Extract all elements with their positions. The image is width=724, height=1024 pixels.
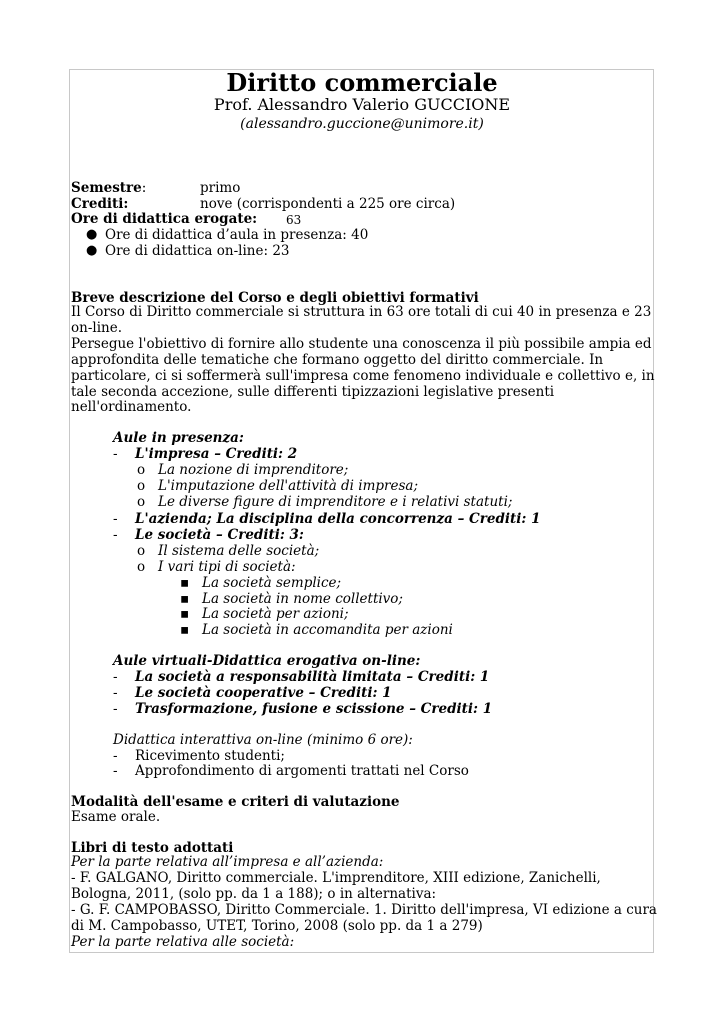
impresa-item: L'impresa – Crediti: 2: [135, 446, 298, 462]
virtuali-item: La società a responsabilità limitata – Crediti: 1: [135, 669, 490, 685]
impresa-subitem: Le diverse figure di imprenditore e i relativi statuti;: [158, 494, 513, 510]
societa-subitem: I vari tipi di società:: [158, 559, 296, 575]
dash-marker: -: [113, 685, 118, 701]
impresa-subitem: L'imputazione dell'attività di impresa;: [158, 478, 419, 494]
description-line: nell'ordinamento.: [71, 399, 192, 416]
circle-marker: o: [137, 478, 146, 494]
exam-text: Esame orale.: [71, 809, 161, 825]
semestre-value: primo: [200, 180, 241, 196]
description-line: Persegue l'obiettivo di fornire allo studente una conoscenza il più possibile ampia ed: [71, 335, 652, 352]
description-line: approfondita delle tematiche che formano oggetto del diritto commerciale. In: [71, 351, 604, 368]
dash-marker: -: [113, 763, 118, 779]
dash-marker: -: [113, 446, 118, 462]
books-line: Per la parte relativa all’impresa e all’azienda:: [71, 854, 384, 870]
description-heading: Breve descrizione del Corso e degli obiettivi formativi: [71, 290, 479, 306]
dash-marker: -: [113, 511, 118, 527]
professor-email[interactable]: (alessandro.guccione@unimore.it): [240, 116, 484, 132]
interattiva-item: Approfondimento di argomenti trattati nel Corso: [135, 763, 469, 779]
books-line: Per la parte relativa alle società:: [71, 933, 295, 950]
ore-label: Ore di didattica erogate:: [71, 211, 258, 227]
crediti-label: Crediti:: [71, 196, 129, 212]
description-line: particolare, ci si soffermerà sull'impresa come fenomeno individuale e collettivo e, in: [71, 367, 655, 384]
ore-bullet-online: Ore di didattica on-line: 23: [105, 243, 290, 259]
square-bullet-icon: ▪: [180, 622, 190, 638]
circle-marker: o: [137, 494, 146, 510]
circle-marker: o: [137, 559, 146, 575]
description-line: on-line.: [71, 319, 122, 336]
virtuali-heading: Aule virtuali-Didattica erogativa on-line:: [113, 653, 421, 669]
books-line: - G. F. CAMPOBASSO, Diritto Commerciale. 1. Diritto dell'impresa, VI edizione a cura: [71, 901, 657, 918]
square-bullet-icon: ▪: [180, 606, 190, 622]
tipo-societa: La società per azioni;: [202, 606, 349, 622]
books-line: - F. GALGANO, Diritto commerciale. L'imprenditore, XIII edizione, Zanichelli,: [71, 869, 601, 886]
tipo-societa: La società semplice;: [202, 575, 342, 591]
professor-name: Prof. Alessandro Valerio GUCCIONE: [213, 95, 511, 114]
virtuali-item: Trasformazione, fusione e scissione – Crediti: 1: [135, 701, 493, 717]
books-list: [71, 854, 657, 950]
course-title: Diritto commerciale: [226, 68, 498, 97]
dash-marker: -: [113, 527, 118, 543]
azienda-item: L'azienda; La disciplina della concorrenza – Crediti: 1: [135, 511, 541, 527]
interattiva-heading: Didattica interattiva on-line (minimo 6 ore):: [113, 732, 413, 748]
books-line: di M. Campobasso, UTET, Torino, 2008 (solo pp. da 1 a 279): [71, 917, 483, 934]
books-line: Bologna, 2011, (solo pp. da 1 a 188); o in alternativa:: [71, 885, 437, 902]
bullet-icon: ●: [86, 243, 98, 258]
tipo-societa: La società in nome collettivo;: [202, 591, 403, 607]
ore-value: 63: [286, 213, 302, 227]
virtuali-item: Le società cooperative – Crediti: 1: [135, 685, 392, 701]
tipo-societa: La società in accomandita per azioni: [202, 622, 453, 638]
square-bullet-icon: ▪: [180, 575, 190, 591]
ore-bullet-presenza: Ore di didattica d’aula in presenza: 40: [105, 227, 369, 243]
interattiva-item: Ricevimento studenti;: [135, 748, 285, 764]
circle-marker: o: [137, 462, 146, 478]
books-heading: Libri di testo adottati: [71, 840, 234, 856]
societa-item: Le società – Crediti: 3:: [135, 527, 304, 543]
description-line: tale seconda accezione, sulle differenti tipizzazioni legislative presenti: [71, 383, 555, 400]
exam-heading: Modalità dell'esame e criteri di valutazione: [71, 794, 400, 810]
circle-marker: o: [137, 543, 146, 559]
impresa-subitem: La nozione di imprenditore;: [158, 462, 349, 478]
crediti-value: nove (corrispondenti a 225 ore circa): [200, 196, 456, 212]
description-text: [71, 304, 655, 416]
aule-heading: Aule in presenza:: [113, 430, 244, 446]
dash-marker: -: [113, 701, 118, 717]
dash-marker: -: [113, 669, 118, 685]
dash-marker: -: [113, 748, 118, 764]
semestre-label: Semestre:: [71, 180, 147, 196]
square-bullet-icon: ▪: [180, 591, 190, 607]
bullet-icon: ●: [86, 227, 98, 242]
societa-subitem: Il sistema delle società;: [158, 543, 320, 559]
description-line: Il Corso di Diritto commerciale si struttura in 63 ore totali di cui 40 in presenza e 23: [71, 304, 652, 320]
